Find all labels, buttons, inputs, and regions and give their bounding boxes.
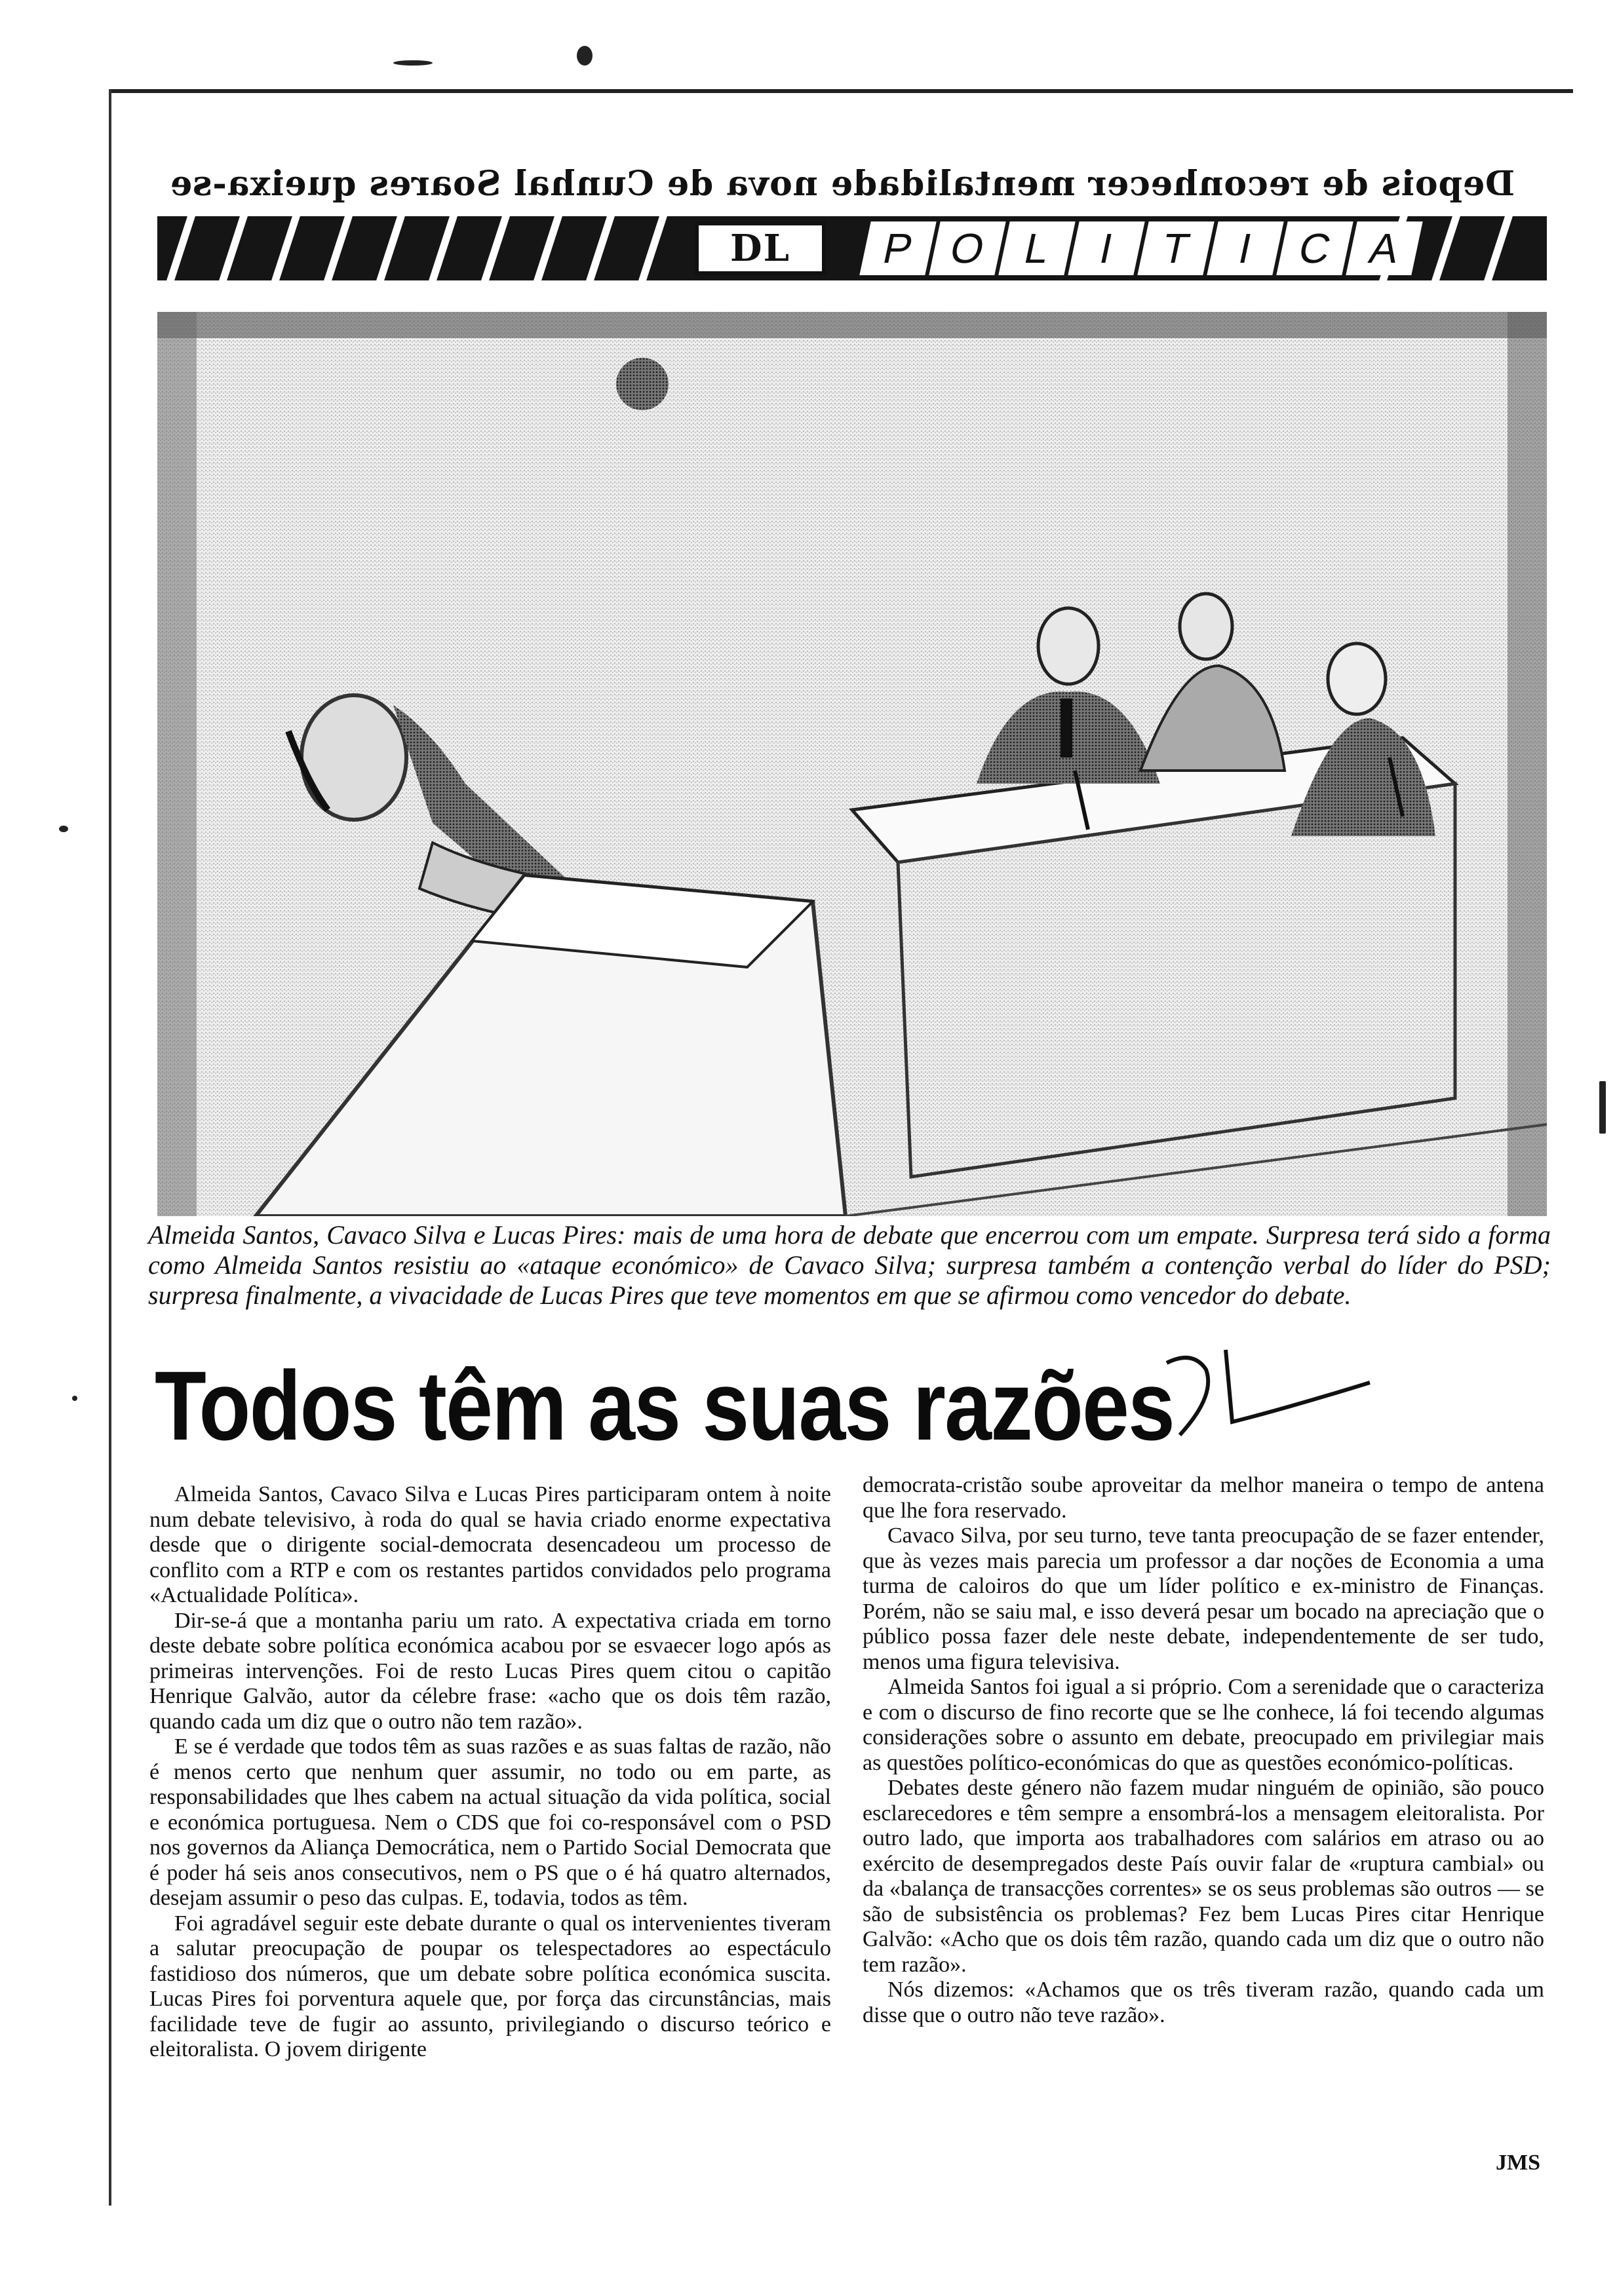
section-letter: A [1346, 221, 1422, 275]
section-letter: I [1207, 221, 1283, 275]
scan-speck [577, 46, 593, 66]
mirrored-bleedthrough-headline: Depois de reconhecer mentalidade nova de Cunhal Soares queixa-se [169, 164, 1515, 204]
photo-caption: Almeida Santos, Cavaco Silva e Lucas Pires: mais de uma hora de debate que encerrou com um empate. Surpresa terá sido a forma como Almeida Santos resistiu ao «ataque económico» de Cavaco Silva; surpresa também a contenção verbal do líder do PSD; surpresa finalmente, a vivacidade de Lucas Pires que teve momentos em que se afirmou como vencedor do debate. [148, 1220, 1551, 1310]
section-title-politica [865, 221, 1421, 275]
section-letter: I [1068, 221, 1144, 275]
section-letter: T [1137, 221, 1214, 275]
section-letter: C [1276, 221, 1353, 275]
debate-photograph [157, 312, 1547, 1216]
section-letter: O [929, 221, 1005, 275]
article-paragraph: Nós dizemos: «Achamos que os três tiveram razão, quando cada um disse que o outro não teve razão». [863, 1978, 1544, 2027]
scan-speck [59, 826, 68, 832]
article-paragraph: Debates deste género não fazem mudar ninguém de opinião, são pouco esclarecedores e têm sempre a ensombrá-los a mensagem eleitoralista. Por outro lado, que importa aos trabalhadores com salários em atraso ou ao exército de desempregados deste País ouvir falar de «ruptura cambial» ou da «balança de transacções correntes» se os seus problemas são outros — se são de subsistência os problemas? Fez bem Lucas Pires citar Henrique Galvão: «Acho que os dois têm razão, quando cada um diz que o outro não tem razão». [863, 1776, 1544, 1977]
article-paragraph: democrata-cristão soube aproveitar da melhor maneira o tempo de antena que lhe fora reservado. [863, 1473, 1544, 1523]
photo-illustration [157, 312, 1547, 1216]
article-paragraph: Almeida Santos foi igual a si próprio. Com a serenidade que o caracteriza e com o discurso de fino recorte que se lhe conhece, lá foi tecendo algumas considerações sobre o assunto em debate, preocupado em privilegiar mais as questões político-económicas do que as questões económico-políticas. [863, 1675, 1544, 1775]
article-paragraph: E se é verdade que todos têm as suas razões e as suas faltas de razão, não é menos certo que nenhum quer assumir, no todo ou em parte, as responsabilidades que lhes cabem na actual situação da vida política, social e económica portuguesa. Nem o CDS que foi co-responsável com o PSD nos governos da Aliança Democrática, nem o Partido Social Democrata que é poder há seis anos consecutivos, nem o PS que o é há quatro alternados, desejam assumir o peso das culpas. E, todavia, todos as têm. [149, 1734, 831, 1910]
scan-border-left [109, 89, 111, 2206]
section-banner [157, 216, 1547, 280]
article-headline: Todos têm as suas razões [155, 1350, 1175, 1461]
article-paragraph: Cavaco Silva, por seu turno, teve tanta preocupação de se fazer entender, que às vezes mais parecia um professor a dar noções de Economia a uma turma de caloiros do que um líder político e ex-ministro de Finanças. Porém, não se saiu mal, e isso deverá pesar um bocado na apreciação que o público possa fazer dele neste debate, independentemente de ser tudo, menos uma figura televisiva. [863, 1523, 1544, 1674]
scan-speck [72, 1396, 77, 1401]
article-paragraph: Foi agradável seguir este debate durante o qual os intervenientes tiveram a salutar preocupação de poupar os telespectadores ao espectáculo fastidioso dos números, que um debate sobre política económica suscita. Lucas Pires foi porventura aquele que, por força das circunstâncias, mais facilidade teve de fugir ao assunto, privilegiando o discurso teórico e eleitoralista. O jovem dirigente [149, 1911, 831, 2061]
handwritten-annotation [1154, 1343, 1390, 1442]
newspaper-logo: DL [695, 221, 826, 275]
scan-border-top [111, 89, 1573, 93]
scan-speck [393, 60, 433, 66]
article-column-right [863, 1473, 1544, 2028]
section-letter: P [859, 221, 936, 275]
scan-speck [1599, 1081, 1606, 1134]
article-paragraph: Dir-se-á que a montanha pariu um rato. A expectativa criada em torno deste debate sobre política económica acabou por se esvaecer logo após as primeiras intervenções. Foi de resto Lucas Pires quem citou o capitão Henrique Galvão, autor da célebre frase: «acho que os dois têm razão, quando cada um diz que o outro não tem razão». [149, 1608, 831, 1734]
article-paragraph: Almeida Santos, Cavaco Silva e Lucas Pires participaram ontem à noite num debate televisivo, à roda do qual se havia criado enorme expectativa desde que o dirigente social-democrata desencadeou um processo de conflito com a RTP e com os restantes partidos convidados pelo programa «Actualidade Política». [149, 1482, 831, 1607]
section-letter: L [998, 221, 1075, 275]
author-signature: JMS [1496, 2151, 1540, 2175]
article-column-left [149, 1482, 831, 2063]
